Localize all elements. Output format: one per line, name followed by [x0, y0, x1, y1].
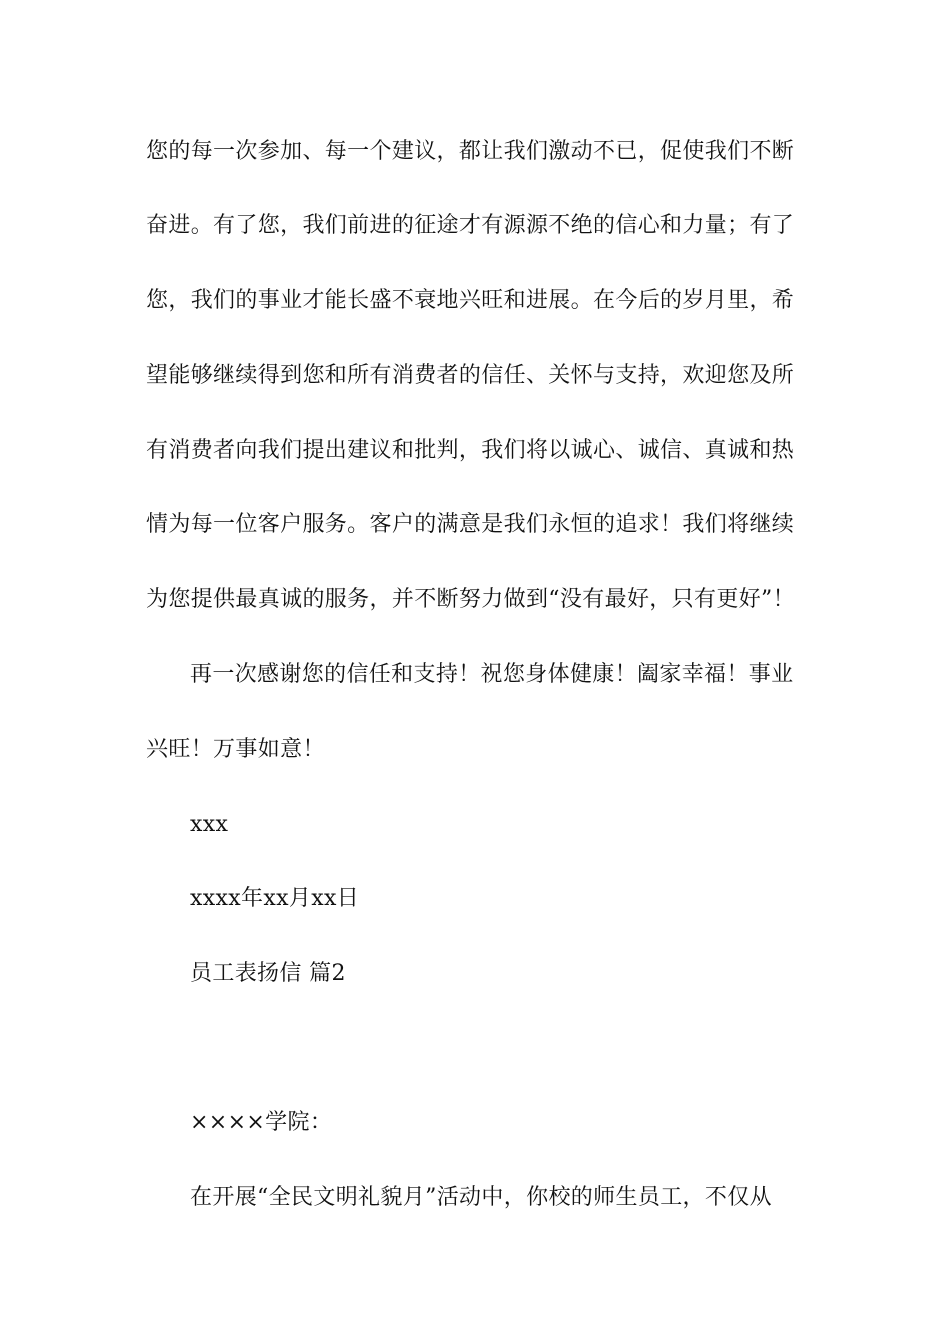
body-line-3: 您，我们的事业才能长盛不衰地兴旺和进展。在今后的岁月里，希 — [146, 288, 795, 313]
closing-line-1: 再一次感谢您的信任和支持！祝您身体健康！阖家幸福！事业 — [190, 662, 794, 687]
body-line-4: 望能够继续得到您和所有消费者的信任、关怀与支持，欢迎您及所 — [146, 363, 795, 388]
body-line-5: 有消费者向我们提出建议和批判，我们将以诚心、诚信、真诚和热 — [146, 438, 795, 463]
section-heading: 员工表扬信 篇2 — [190, 961, 346, 986]
body-line-6: 情为每一位客户服务。客户的满意是我们永恒的追求！我们将继续 — [146, 512, 795, 537]
salutation: ××××学院： — [190, 1110, 333, 1135]
body-line-2: 奋进。有了您，我们前进的征途才有源源不绝的信心和力量；有了 — [146, 213, 795, 238]
body-line-1: 您的每一次参加、每一个建议，都让我们激动不已，促使我们不断 — [146, 139, 795, 164]
letter-date: xxxx年xx月xx日 — [190, 886, 360, 911]
body-line-7: 为您提供最真诚的服务，并不断努力做到“没有最好，只有更好”！ — [146, 587, 795, 612]
closing-line-2: 兴旺！万事如意！ — [146, 737, 325, 762]
letter2-body-line-1: 在开展“全民文明礼貌月”活动中，你校的师生员工，不仅从 — [190, 1185, 772, 1210]
signature: xxx — [190, 812, 229, 837]
